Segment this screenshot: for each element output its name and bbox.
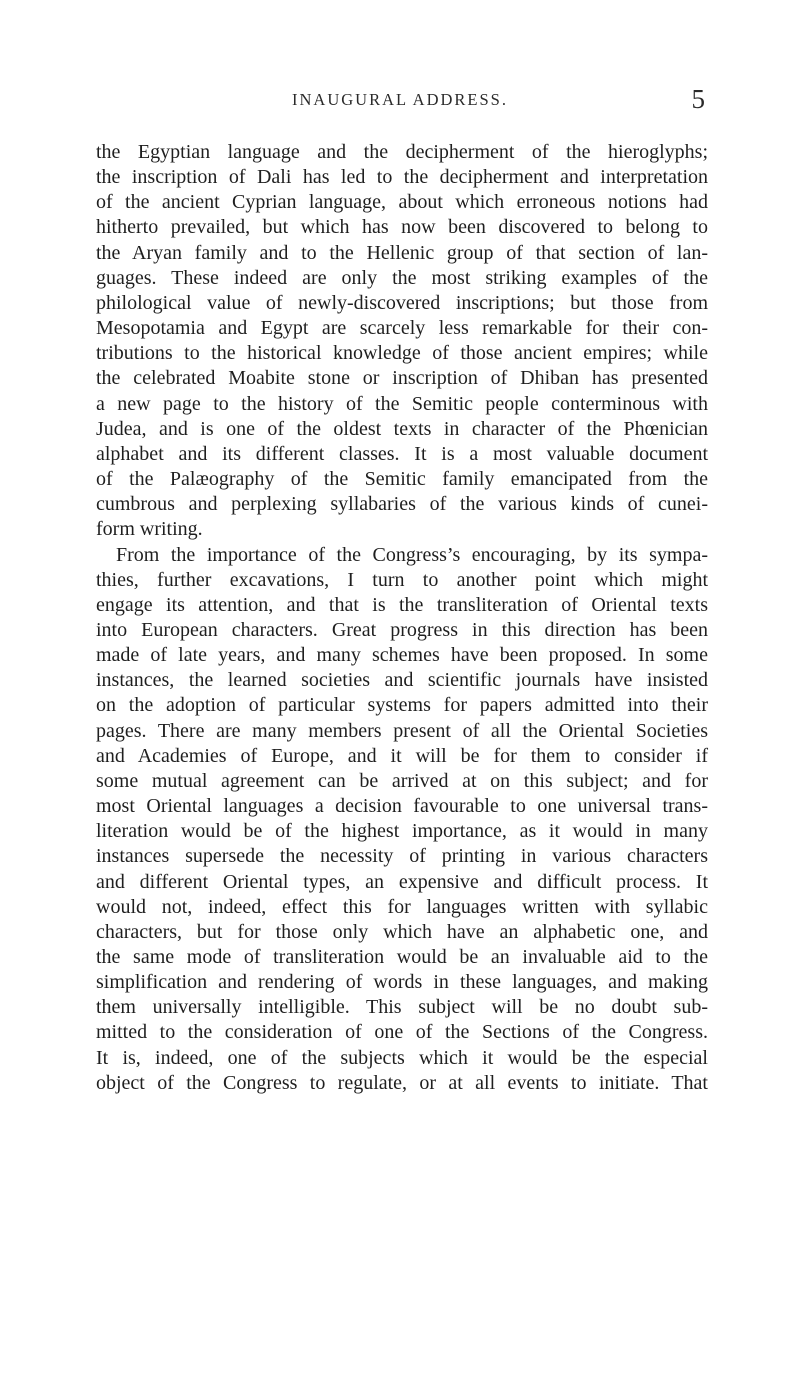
text-line: a new page to the history of the Semitic people conterminous with [96, 392, 708, 415]
text-line: some mutual agreement can be arrived at on this subject; and for [96, 769, 708, 792]
text-line: mitted to the consideration of one of the Sections of the Congress. [96, 1021, 708, 1044]
text-line: alphabet and its different classes. It is a most valuable document [96, 442, 708, 465]
text-line: instances supersede the necessity of printing in various characters [96, 845, 708, 868]
text-line: and Academies of Europe, and it will be for them to consider if [96, 744, 708, 767]
body-text [96, 140, 708, 1096]
text-line: Judea, and is one of the oldest texts in character of the Phœnician [96, 417, 708, 440]
page-number: 5 [691, 84, 705, 114]
text-line: the Aryan family and to the Hellenic group of that section of lan- [96, 241, 708, 264]
text-line: literation would be of the highest importance, as it would in many [96, 820, 708, 843]
text-line: engage its attention, and that is the transliteration of Oriental texts [96, 593, 708, 616]
text-line: It is, indeed, one of the subjects which it would be the especial [96, 1046, 708, 1069]
text-line: made of late years, and many schemes have been proposed. In some [96, 644, 708, 667]
paragraph-2 [96, 543, 708, 1096]
text-line: philological value of newly-discovered inscriptions; but those from [96, 291, 708, 314]
text-line: on the adoption of particular systems for papers admitted into their [96, 694, 708, 717]
text-line: the Egyptian language and the decipherment of the hieroglyphs; [96, 141, 708, 163]
text-line: and different Oriental types, an expensive and difficult process. It [96, 870, 708, 893]
text-line: cumbrous and perplexing syllabaries of the various kinds of cunei- [96, 493, 708, 516]
text-line: into European characters. Great progress in this direction has been [96, 618, 708, 641]
text-line: From the importance of the Congress’s encouraging, by its sympa- [116, 543, 708, 566]
text-line: would not, indeed, effect this for languages written with syllabic [96, 895, 708, 918]
text-line: form writing. [96, 518, 203, 541]
text-line: the inscription of Dali has led to the decipherment and interpretation [96, 166, 708, 189]
running-title: INAUGURAL ADDRESS. [292, 90, 508, 109]
text-line: instances, the learned societies and scientific journals have insisted [96, 669, 708, 692]
text-line: object of the Congress to regulate, or at all events to initiate. That [96, 1071, 708, 1094]
text-line: hitherto prevailed, but which has now been discovered to belong to [96, 216, 708, 239]
text-line: them universally intelligible. This subject will be no doubt sub- [96, 996, 708, 1019]
text-line: pages. There are many members present of all the Oriental Societies [96, 719, 708, 742]
text-line: guages. These indeed are only the most striking examples of the [96, 266, 708, 289]
text-line: the same mode of transliteration would be an invaluable aid to the [96, 946, 708, 968]
text-line: thies, further excavations, I turn to another point which might [96, 568, 708, 591]
text-line: simplification and rendering of words in these languages, and making [96, 971, 708, 994]
text-line: characters, but for those only which have an alphabetic one, and [96, 920, 708, 943]
text-line: most Oriental languages a decision favourable to one universal trans- [96, 795, 708, 818]
text-line: tributions to the historical knowledge of those ancient empires; while [96, 342, 708, 365]
paragraph-1 [96, 140, 708, 543]
text-line: of the Palæography of the Semitic family emancipated from the [96, 468, 708, 491]
text-line: of the ancient Cyprian language, about which erroneous notions had [96, 191, 708, 214]
text-line: Mesopotamia and Egypt are scarcely less remarkable for their con- [96, 317, 708, 340]
text-line: the celebrated Moabite stone or inscription of Dhiban has presented [96, 367, 708, 390]
running-head [0, 84, 800, 114]
